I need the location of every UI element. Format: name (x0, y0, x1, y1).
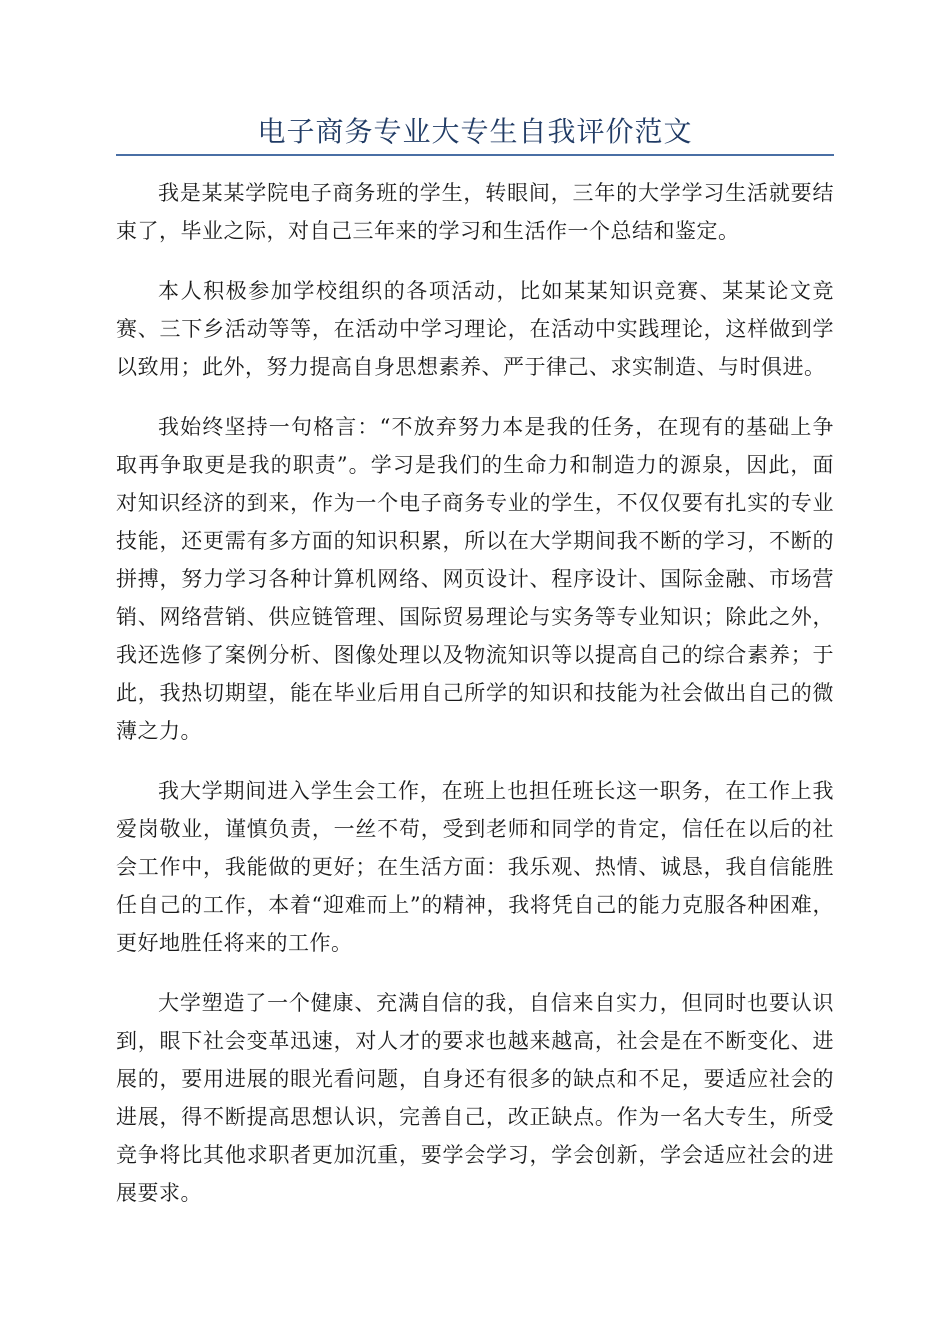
paragraph-2: 本人积极参加学校组织的各项活动，比如某某知识竞赛、某某论文竞赛、三下乡活动等等，在活动中学习理论，在活动中实践理论，这样做到学以致用；此外，努力提高自身思想素养、严于律己、求实制造、与时俱进。 (116, 279, 834, 379)
paragraph-1: 我是某某学院电子商务班的学生，转眼间，三年的大学学习生活就要结束了，毕业之际，对自己三年来的学习和生活作一个总结和鉴定。 (116, 181, 834, 243)
paragraph-3: 我始终坚持一句格言：“不放弃努力本是我的任务，在现有的基础上争取再争取更是我的职责”。学习是我们的生命力和制造力的源泉，因此，面对知识经济的到来，作为一个电子商务专业的学生，不仅仅要有扎实的专业技能，还更需有多方面的知识积累，所以在大学期间我不断的学习，不断的拼搏，努力学习各种计算机网络、网页设计、程序设计、国际金融、市场营销、网络营销、供应链管理、国际贸易理论与实务等专业知识；除此之外，我还选修了案例分析、图像处理以及物流知识等以提高自己的综合素养；于此，我热切期望，能在毕业后用自己所学的知识和技能为社会做出自己的微薄之力。 (116, 415, 834, 743)
document-title: 电子商务专业大专生自我评价范文 (257, 115, 693, 148)
paragraph-4: 我大学期间进入学生会工作，在班上也担任班长这一职务，在工作上我爱岗敬业，谨慎负责，一丝不苟，受到老师和同学的肯定，信任在以后的社会工作中，我能做的更好；在生活方面：我乐观、热情、诚恳，我自信能胜任自己的工作，本着“迎难而上”的精神，我将凭自己的能力克服各种困难，更好地胜任将来的工作。 (116, 779, 834, 955)
title-underline (116, 154, 834, 156)
document-body (116, 174, 834, 1234)
paragraph-5: 大学塑造了一个健康、充满自信的我，自信来自实力，但同时也要认识到，眼下社会变革迅速，对人才的要求也越来越高，社会是在不断变化、进展的，要用进展的眼光看问题，自身还有很多的缺点和不足，要适应社会的进展，得不断提高思想认识，完善自己，改正缺点。作为一名大专生，所受竞争将比其他求职者更加沉重，要学会学习，学会创新，学会适应社会的进展要求。 (116, 991, 834, 1205)
